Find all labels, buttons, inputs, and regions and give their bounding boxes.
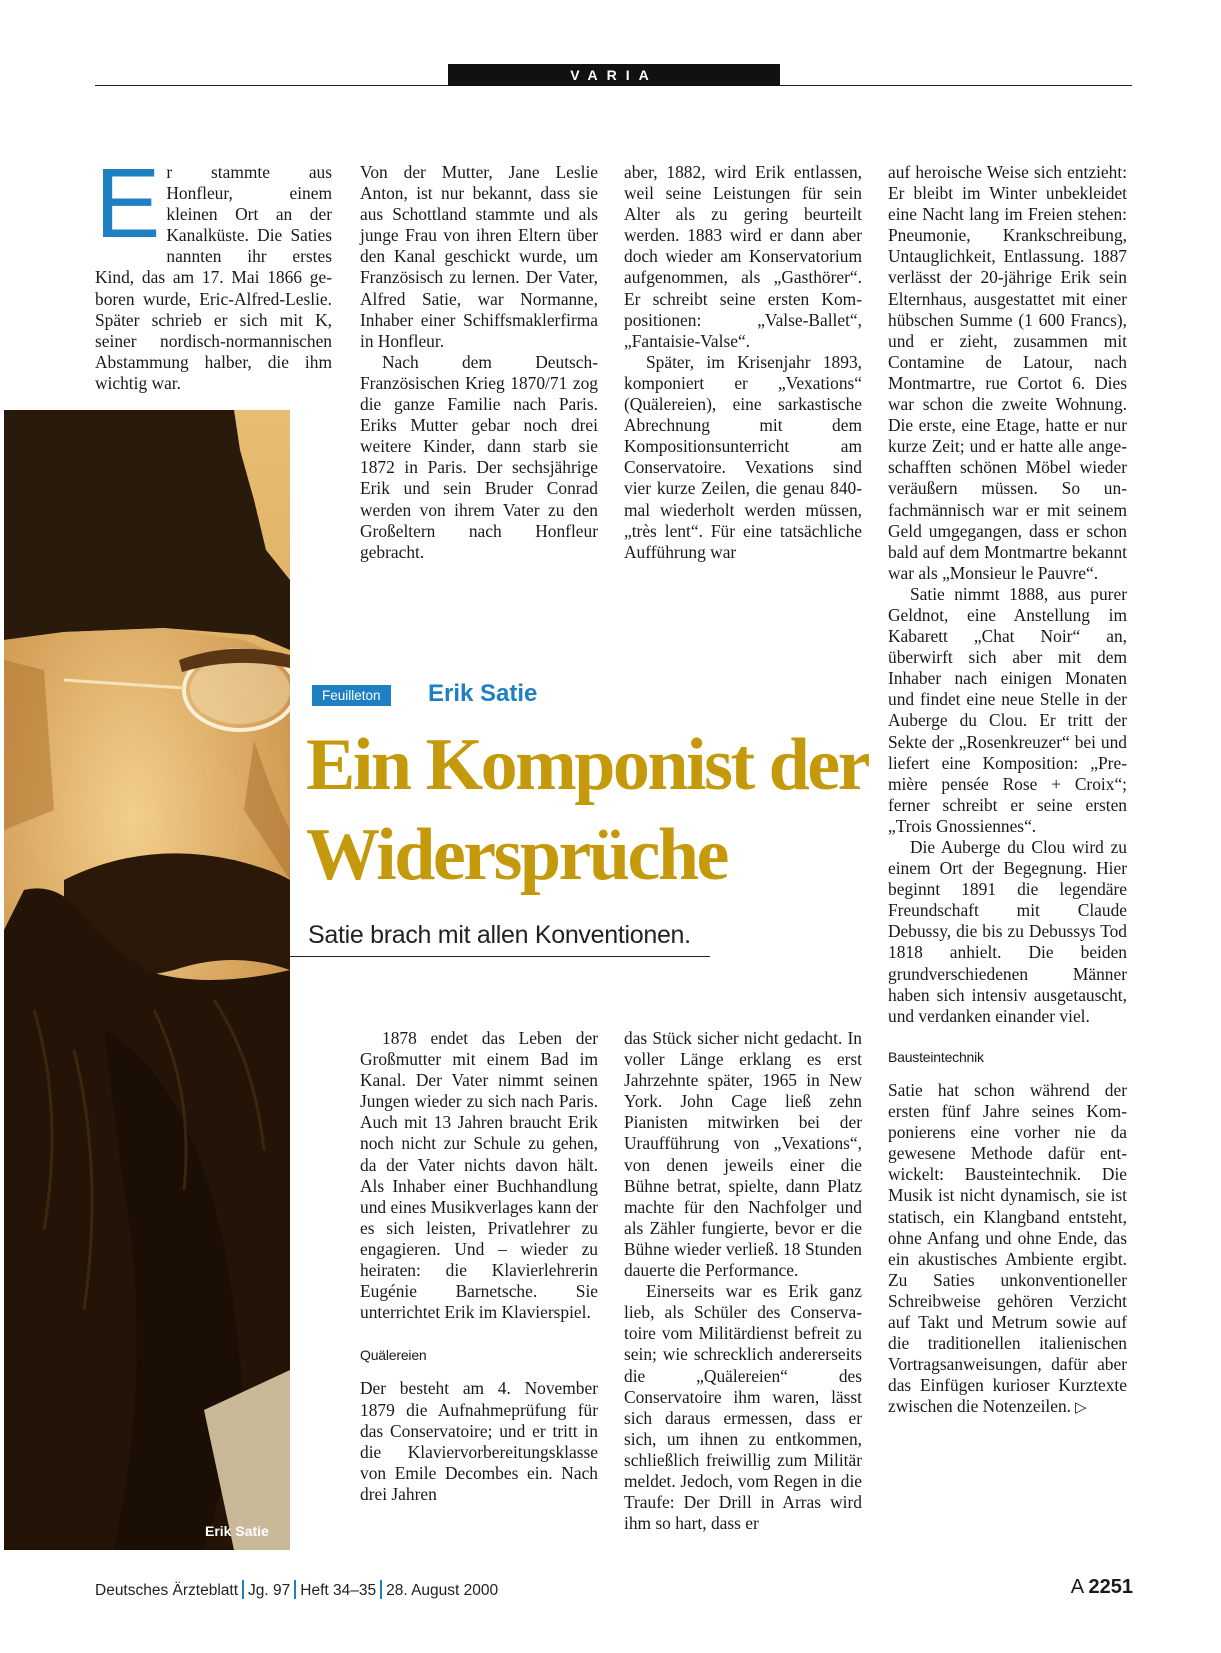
article-subheadline: Satie brach mit allen Konventionen. (308, 921, 691, 949)
paragraph: Später, im Krisenjahr 1893, komponiert er „Vexations“ (Quälereien), eine sarkastische Abrechnung mit dem Kompositionsunterricht am Conservatoire. Vexations sind vier kurze Zeilen, die genau 840-mal wiederholt werden müssen, „très lent“. Für eine tatsächliche Aufführung war (624, 351, 862, 562)
paragraph: Einerseits war es Erik ganz lieb, als Schüler des Conservatoire vom Militärdienst befreit zu sein; wie schrecklich andererseits die „Quälereien“ des Conservatoire ihm waren, lässt sich daraus ermessen, dass er sich, um ihnen zu entkommen, schließlich freiwillig zum Militär meldet. Jedoch, vom Regen in die Traufe: Der Drill in Arras wird ihm so hart, dass er (624, 1281, 862, 1534)
column-2-lower (360, 1028, 598, 1505)
footer-divider (242, 1580, 244, 1599)
paragraph: 1878 endet das Leben der Großmutter mit einem Bad im Kanal. Der Vater nimmt seinen Jungen wieder zu sich nach Paris. Auch mit 13 Jahren braucht Erik noch nicht zur Schule zu gehen, da der Vater nichts davon hält. Als Inhaber einer Buchhandlung und eines Musikverlages kann der es sich leisten, Privatlehrer zu engagieren. Und – wieder zu heiraten: die Klavierlehrerin Eugénie Barnetsche. Sie unterrichtet Erik im Klavierspiel. (360, 1028, 598, 1323)
journal-issue: Heft 34–35 (300, 1582, 377, 1599)
paragraph: Nach dem Deutsch-Französischen Krieg 1870/71 zog die ganze Familie nach Paris. Eriks Mutter gebar noch drei weitere Kinder, dann starb sie 1872 in Paris. Der sechsjährige Erik und sein Bruder Conrad werden von ihrem Vater zu den Großeltern nach Honfleur gebracht. (360, 351, 598, 562)
paragraph: Von der Mutter, Jane Leslie Anton, ist nur bekannt, dass sie aus Schottland stammte und als junge Frau von ihren Eltern über den Kanal geschickt wurde, um Französisch zu lernen. Der Vater, Alfred Satie, war Normanne, Inhaber einer Schiffsmaklerfirma in Honfleur. (360, 162, 598, 351)
category-badge: Feuilleton (312, 685, 391, 706)
column-3-top (624, 162, 862, 563)
page-number (1071, 1576, 1133, 1599)
page-number-value: 2251 (1088, 1576, 1133, 1598)
portrait-illustration (4, 410, 290, 1550)
column-2-top (360, 162, 598, 563)
page-prefix: A (1070, 1576, 1083, 1598)
paragraph: Die Auberge du Clou wird zu einem Ort der Begegnung. Hier beginnt 1891 die legendäre Freundschaft mit Claude Debussy, die bis zu Debussys Tod 1818 anhielt. Die beiden grundverschiedenen Männer haben sich intensiv ausgetauscht, und verdanken einander viel. (888, 837, 1127, 1026)
intro-paragraph: r stammte aus Honfleur, einem kleinen Ort an der Kanalküste. Die Saties nannten ihr erstes Kind, das am 17. Mai 1866 geboren wurde, Eric-Alfred-Leslie. Später schrieb er sich mit K, seiner nordisch-normannischen Abstammung halber, die ihm wichtig war. (95, 162, 332, 393)
portrait-photo (4, 410, 290, 1550)
journal-volume: Jg. 97 (248, 1582, 291, 1599)
article-headline (306, 720, 876, 900)
section-label: VARIA (448, 64, 780, 86)
journal-name: Deutsches Ärzteblatt (95, 1582, 239, 1599)
issue-date: 28. August 2000 (386, 1582, 499, 1599)
subheading-quaelereien: Quälereien (360, 1347, 427, 1364)
subheadline-rule (290, 956, 710, 957)
headline-line-2: Widersprüche (306, 814, 727, 896)
column-1-intro (95, 148, 332, 394)
paragraph-text: Satie hat schon während der ersten fünf Jahre seines Komponierens eine vorher nie da gewesene Methode dafür entwickelt: Bausteintechnik. Die Musik ist nicht dynamisch, sie ist statisch, ein Klangband entsteht, ohne Anfang und ohne Ende, das ein akustisches Ambiente ergibt. Zu Saties unkonventioneller Schreibweise gehören Verzicht auf Takt und Metrum sowie auf die traditionellen italienischen Vortragsanweisungen, dafür aber das Einfügen kurioser Kurztexte zwischen die Notenzeilen. (888, 1079, 1127, 1417)
footer-divider (380, 1580, 382, 1599)
column-4 (888, 162, 1127, 1418)
paragraph: Der besteht am 4. November 1879 die Aufnahmeprüfung für das Conservatoire; und er tritt in die Klaviervorbereitungsklasse von Emile Decombes ein. Nach drei Jahren (360, 1378, 598, 1504)
paragraph: das Stück sicher nicht gedacht. In voller Länge erklang es erst Jahrzehnte später, 1965 in New York. John Cage ließ zehn Pianisten mitwirken bei der Uraufführung von „Vexations“, von denen jeweils einer die Bühne betrat, spielte, dann Platz machte für den Nachfolger und als Zähler fungierte, bevor er die Bühne wieder verließ. 18 Stunden dauerte die Performance. (624, 1028, 862, 1281)
paragraph (888, 1080, 1127, 1419)
article-kicker: Erik Satie (428, 680, 538, 707)
page-footer (95, 1580, 498, 1600)
paragraph: auf heroische Weise sich entzieht: Er bleibt im Winter unbekleidet eine Nacht lang im Freien stehen: Pneumonie, Krankschreibung, Untauglichkeit, Entlassung. 1887 verlässt der 20-jährige Erik sein Elternhaus, ausgestattet mit einer hübschen Summe (1 600 Francs), und er zieht, zusammen mit Contamine de Latour, nach Montmartre, rue Cortot 6. Dies war schon die zweite Wohnung. Die erste, eine Etage, hatte er nur kurze Zeit; und er hatte alle angeschafften schönen Möbel wieder veräußern müssen. So unfachmännisch war er mit seinem Geld umgegangen, dass er schon bald auf dem Montmartre bekannt war als „Monsieur le Pauvre“. (888, 162, 1127, 583)
footer-divider (294, 1580, 296, 1599)
continue-arrow-icon: ▷ (1075, 1398, 1087, 1417)
headline-line-1: Ein Komponist der (306, 724, 868, 806)
paragraph: Satie nimmt 1888, aus purer Geldnot, eine Anstellung im Kabarett „Chat Noir“ an, überwirft sich aber mit dem Inhaber nach einigen Monaten und findet eine neue Stelle in der Auberge du Clou. Er tritt der Sekte der „Rosenkreuzer“ bei und liefert eine Komposition: „Première pensée Rose + Croix“; ferner schreibt er seine ersten „Trois Gnossiennes“. (888, 583, 1127, 836)
subheading-bausteintechnik: Bausteintechnik (888, 1048, 984, 1065)
paragraph: aber, 1882, wird Erik entlassen, weil seine Leistungen für sein Alter als zu gering beurteilt werden. 1883 wird er dann aber doch wieder am Konservatorium aufgenommen, als „Gasthörer“. Er schreibt seine ersten Kompositionen: „Valse-Ballet“, „Fantaisie-Valse“. (624, 162, 862, 351)
drop-cap: E (95, 148, 161, 258)
photo-caption: Erik Satie (205, 1523, 269, 1539)
column-3-lower (624, 1028, 862, 1534)
